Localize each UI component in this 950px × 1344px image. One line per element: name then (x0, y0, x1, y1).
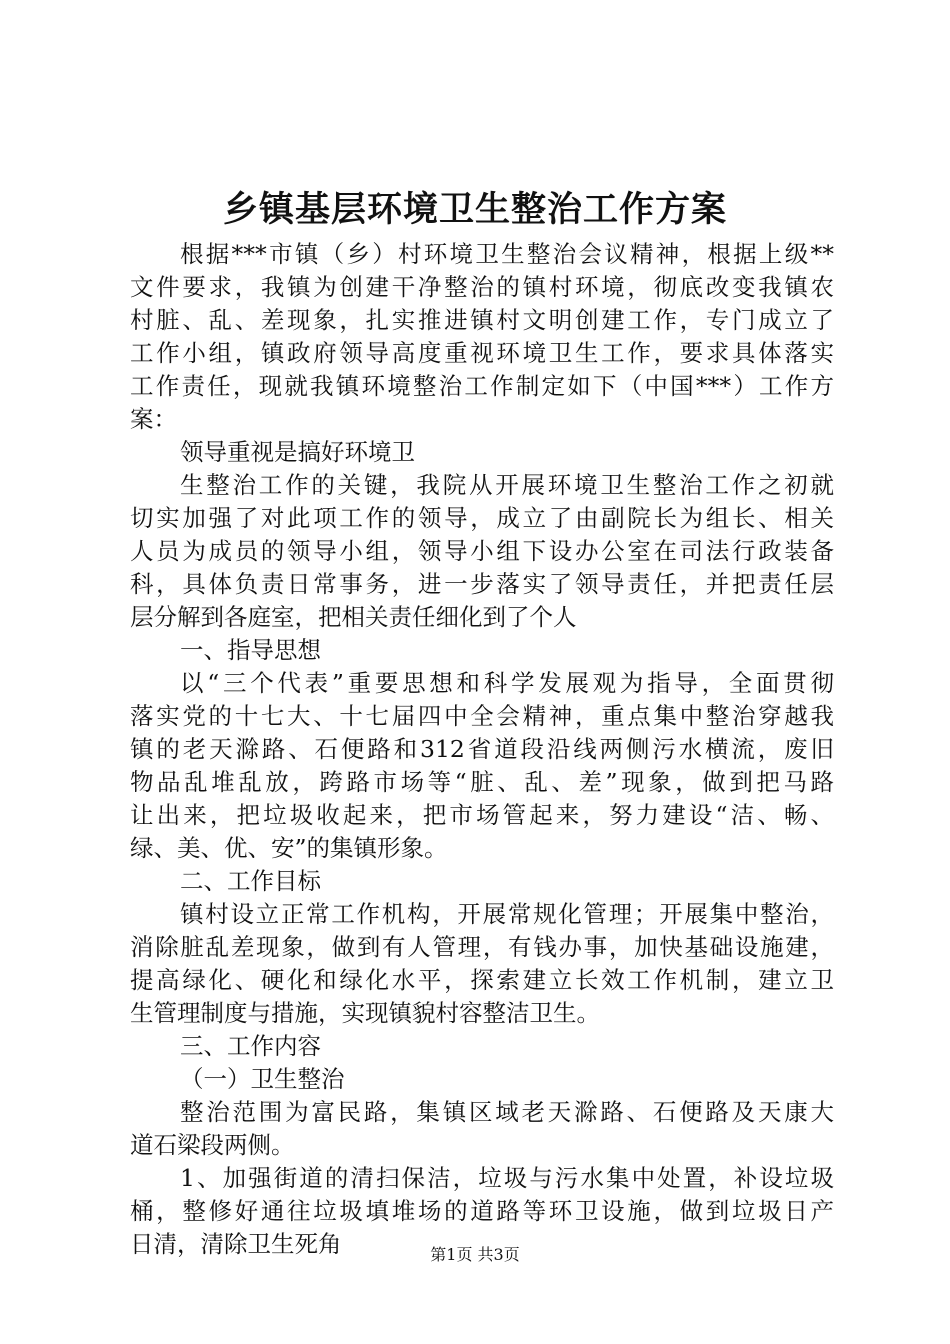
text-line: 让出来，把垃圾收起来，把市场管起来，努力建设“洁、畅、 (130, 801, 834, 829)
text-line: 生管理制度与措施，实现镇貌村容整洁卫生。 (130, 999, 600, 1027)
text-line: 整治范围为富民路，集镇区域老天滁路、石便路及天康大 (180, 1098, 834, 1126)
text-line: 镇村设立正常工作机构，开展常规化管理；开展集中整治， (180, 900, 834, 928)
text-line: 落实党的十七大、十七届四中全会精神，重点集中整治穿越我 (130, 702, 834, 730)
text-line: 镇的老天滁路、石便路和312省道段沿线两侧污水横流，废旧 (130, 735, 834, 763)
text-line: 以“三个代表”重要思想和科学发展观为指导，全面贯彻 (180, 669, 834, 697)
text-line: 案： (130, 405, 177, 433)
text-line: 文件要求，我镇为创建干净整治的镇村环境，彻底改变我镇农 (130, 273, 834, 301)
text-line: 桶，整修好通往垃圾填堆场的道路等环卫设施，做到垃圾日产 (130, 1197, 834, 1225)
text-line: 1、加强街道的清扫保洁，垃圾与污水集中处置，补设垃圾 (180, 1164, 834, 1192)
text-line: 一、指导思想 (180, 636, 321, 664)
text-line: 人员为成员的领导小组，领导小组下设办公室在司法行政装备 (130, 537, 834, 565)
text-line: （一）卫生整治 (180, 1065, 345, 1093)
text-line: 日清，清除卫生死角 (130, 1230, 342, 1258)
text-line: 道石梁段两侧。 (130, 1131, 295, 1159)
text-line: 绿、美、优、安”的集镇形象。 (130, 834, 448, 862)
text-line: 提高绿化、硬化和绿化水平，探索建立长效工作机制，建立卫 (130, 966, 834, 994)
text-line: 领导重视是搞好环境卫 (180, 438, 415, 466)
text-line: 生整治工作的关键，我院从开展环境卫生整治工作之初就 (180, 471, 834, 499)
text-line: 科，具体负责日常事务，进一步落实了领导责任，并把责任层 (130, 570, 834, 598)
text-line: 工作责任，现就我镇环境整治工作制定如下（中国***）工作方 (130, 372, 834, 400)
text-line: 工作小组，镇政府领导高度重视环境卫生工作，要求具体落实 (130, 339, 834, 367)
text-line: 三、工作内容 (180, 1032, 321, 1060)
text-line: 物品乱堆乱放，跨路市场等“脏、乱、差”现象，做到把马路 (130, 768, 834, 796)
text-line: 层分解到各庭室，把相关责任细化到了个人 (130, 603, 577, 631)
text-line: 根据***市镇（乡）村环境卫生整治会议精神，根据上级** (180, 240, 834, 268)
text-line: 切实加强了对此项工作的领导，成立了由副院长为组长、相关 (130, 504, 834, 532)
text-line: 村脏、乱、差现象，扎实推进镇村文明创建工作，专门成立了 (130, 306, 834, 334)
page-footer: 第1页 共3页 (430, 1245, 520, 1264)
text-line: 二、工作目标 (180, 867, 321, 895)
document-title: 乡镇基层环境卫生整治工作方案 (222, 189, 727, 230)
document-body (130, 238, 834, 1261)
text-line: 消除脏乱差现象，做到有人管理，有钱办事，加快基础设施建， (130, 933, 834, 961)
